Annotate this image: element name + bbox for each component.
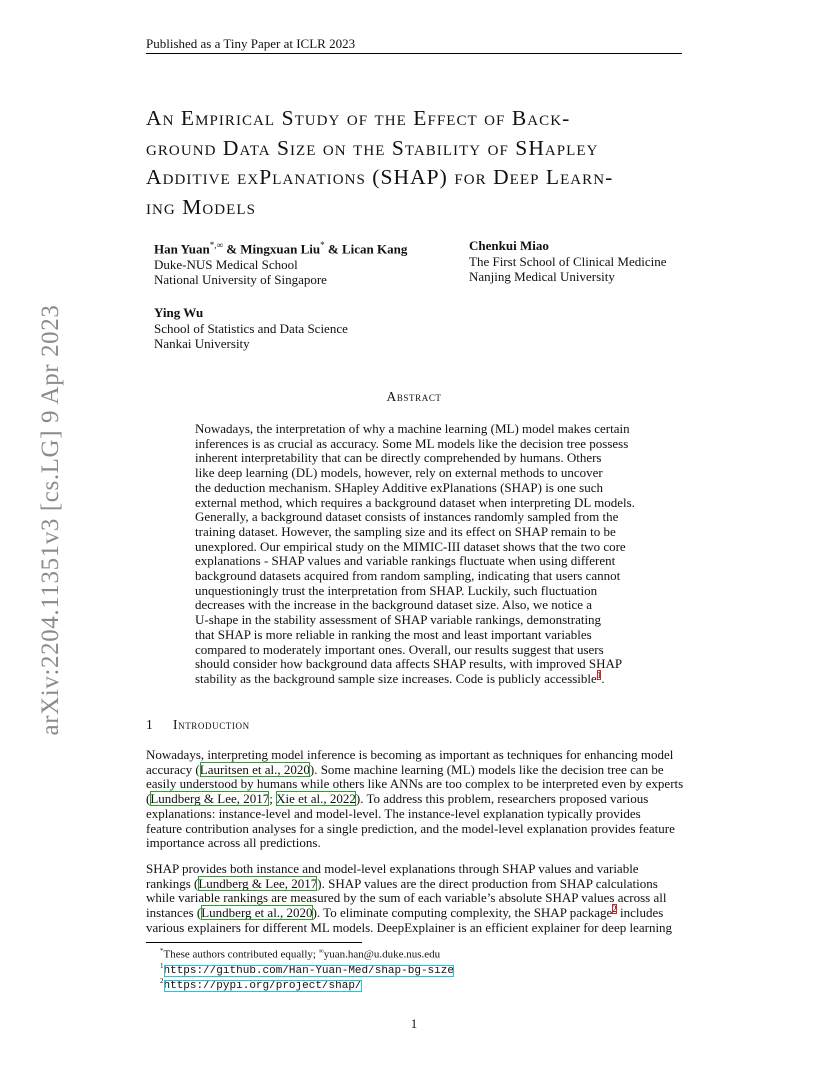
abstract-line-last (195, 669, 635, 687)
text-run: ). SHAP values are the direct production from SHAP calculations (317, 875, 658, 891)
abstract-line: that SHAP is more reliable in ranking the most and least important variables (195, 626, 592, 642)
section-title: Introduction (173, 717, 250, 732)
title-line: Additive exPlanations (SHAP) for Deep Learn- (146, 165, 614, 189)
abstract-line: unquestioningly trust the interpretation from SHAP. Luckily, such fluctuation (195, 582, 598, 598)
text-run: instances ( (146, 905, 202, 921)
abstract-line: unexplored. Our empirical study on the MIMIC-III dataset shows that the two core (195, 538, 626, 554)
abstract-last-period: . (601, 670, 605, 686)
code-repo-link[interactable]: https://github.com/Han-Yuan-Med/shap-bg-size (163, 964, 454, 977)
title-line: An Empirical Study of the Effect of Back- (146, 106, 571, 130)
author-names: Chenkui Miao (469, 238, 549, 253)
affiliation-line: Nankai University (154, 336, 250, 351)
para-line: SHAP provides both instance and model-level explanations through SHAP values and variable (146, 861, 639, 876)
citation-link[interactable]: Lundberg & Lee, 2017 (198, 875, 318, 891)
citation-link[interactable]: Lauritsen et al., 2020 (199, 761, 310, 777)
section-number: 1 (146, 717, 154, 732)
footnote-1 (160, 962, 454, 977)
footnote-star (160, 947, 440, 961)
affiliation-line: Nanjing Medical University (469, 269, 615, 284)
citation-link[interactable]: Xie et al., 2022 (276, 791, 356, 807)
abstract-heading: Abstract (386, 389, 442, 404)
arxiv-stamp-text: arXiv:2204.11351v3 [cs.LG] 9 Apr 2023 (37, 304, 64, 736)
text-run: ). To address this problem, researchers proposed various (355, 791, 649, 807)
title-line: ground Data Size on the Stability of SHapley (146, 135, 599, 160)
para-line: importance across all predictions. (146, 835, 321, 851)
running-header: Published as a Tiny Paper at ICLR 2023 (146, 36, 356, 51)
abstract-line: inherent interpretability that can be directly comprehended by humans. Others (195, 450, 602, 466)
intro-paragraph-1 (146, 748, 686, 851)
para-line: while variable rankings are measured by the sum of each variable’s absolute SHAP values across all (146, 890, 667, 906)
para-line (146, 763, 686, 778)
author-email: yuan.han@u.duke.nus.edu (323, 948, 441, 961)
para-line (146, 877, 686, 892)
text-run: ; (269, 791, 277, 807)
para-line: explanations: instance-level and model-level. The instance-level explanation typically provides (146, 805, 641, 821)
abstract-line: should consider how background data affects SHAP results, with improved SHAP (195, 656, 623, 672)
para-line (146, 792, 686, 807)
abstract-line: the deduction mechanism. SHapley Additive exPlanations (SHAP) is one such (195, 479, 603, 495)
footnote-link-1[interactable]: 1 (596, 669, 602, 680)
para-line: feature contribution analyses for a single prediction, and the model-level explanation provides feature (146, 820, 675, 836)
abstract-body (195, 422, 635, 687)
abstract-line: like deep learning (DL) models, however, rely on external methods to uncover (195, 465, 603, 481)
author-block-1 (154, 238, 407, 288)
footnote-marker: 1 (160, 962, 164, 970)
affiliation-line: National University of Singapore (154, 272, 327, 288)
abstract-line: training dataset. However, the sampling size and its effect on SHAP remain to be (195, 523, 616, 539)
citation-link[interactable]: Lundberg et al., 2020 (201, 905, 313, 921)
section-heading (146, 717, 250, 733)
header-rule (146, 53, 682, 54)
intro-paragraph-2 (146, 862, 686, 936)
author-names: Ying Wu (154, 305, 204, 320)
para-line: various explainers for different ML models. DeepExplainer is an efficient explainer for deep learning (146, 919, 673, 935)
text-run: rankings ( (146, 875, 199, 891)
footnote-2 (160, 977, 362, 992)
para-line: easily understood by humans while others like ANNs are too complex to be interpreted even by experts (146, 776, 684, 792)
page-number: 1 (410, 1016, 418, 1031)
text-run: ). To eliminate computing complexity, the SHAP package (312, 905, 613, 921)
footnote-marker: ∞ (318, 947, 324, 955)
author-block-2 (469, 238, 667, 285)
para-line (146, 903, 686, 921)
affiliation-line: The First School of Clinical Medicine (469, 253, 667, 269)
abstract-line: compared to moderately important ones. Overall, our results suggest that users (195, 641, 604, 657)
abstract-last-text: stability as the background sample size increases. Code is publicly accessible (195, 670, 597, 686)
citation-link[interactable]: Lundberg & Lee, 2017 (150, 791, 270, 807)
abstract-line: U-shape in the stability assessment of SHAP variable rankings, demonstrating (195, 612, 602, 628)
footnote-marker: * (160, 947, 164, 955)
text-run: includes (616, 905, 664, 921)
abstract-line: external method, which requires a background dataset when interpreting DL models. (195, 494, 635, 510)
title-line: ing Models (146, 194, 256, 219)
arxiv-stamp (36, 290, 66, 750)
text-run: accuracy ( (146, 761, 200, 777)
footnote-text: These authors contributed equally; (163, 948, 319, 961)
text-run: ). Some machine learning (ML) models like the decision tree can be (309, 761, 664, 777)
abstract-line: Generally, a background dataset consists of instances randomly sampled from the (195, 509, 619, 525)
abstract-line: Nowadays, the interpretation of why a machine learning (ML) model makes certain (195, 421, 630, 436)
footnote-link-2[interactable]: 2 (612, 903, 617, 914)
author-names: Han Yuan*,∞ & Mingxuan Liu* & Lican Kang (154, 240, 408, 257)
author-block-3 (154, 305, 348, 352)
shap-package-link[interactable]: https://pypi.org/project/shap/ (163, 979, 362, 992)
paper-title (146, 104, 691, 222)
abstract-line: decreases with the increase in the background dataset size. Also, we notice a (195, 597, 593, 613)
text-run: ( (146, 791, 151, 807)
abstract-line: explanations - SHAP values and variable rankings fluctuate when using different (195, 553, 616, 569)
footnote-marker: 2 (160, 977, 164, 985)
abstract-line: background datasets acquired from random sampling, indicating that users cannot (195, 568, 621, 584)
affiliation-line: School of Statistics and Data Science (154, 320, 348, 336)
affiliation-line: Duke-NUS Medical School (154, 256, 298, 272)
para-line: Nowadays, interpreting model inference is becoming as important as techniques for enhancing model (146, 747, 674, 762)
abstract-line: inferences is as crucial as accuracy. Some ML models like the decision tree possess (195, 435, 629, 451)
footnote-rule (146, 942, 362, 943)
